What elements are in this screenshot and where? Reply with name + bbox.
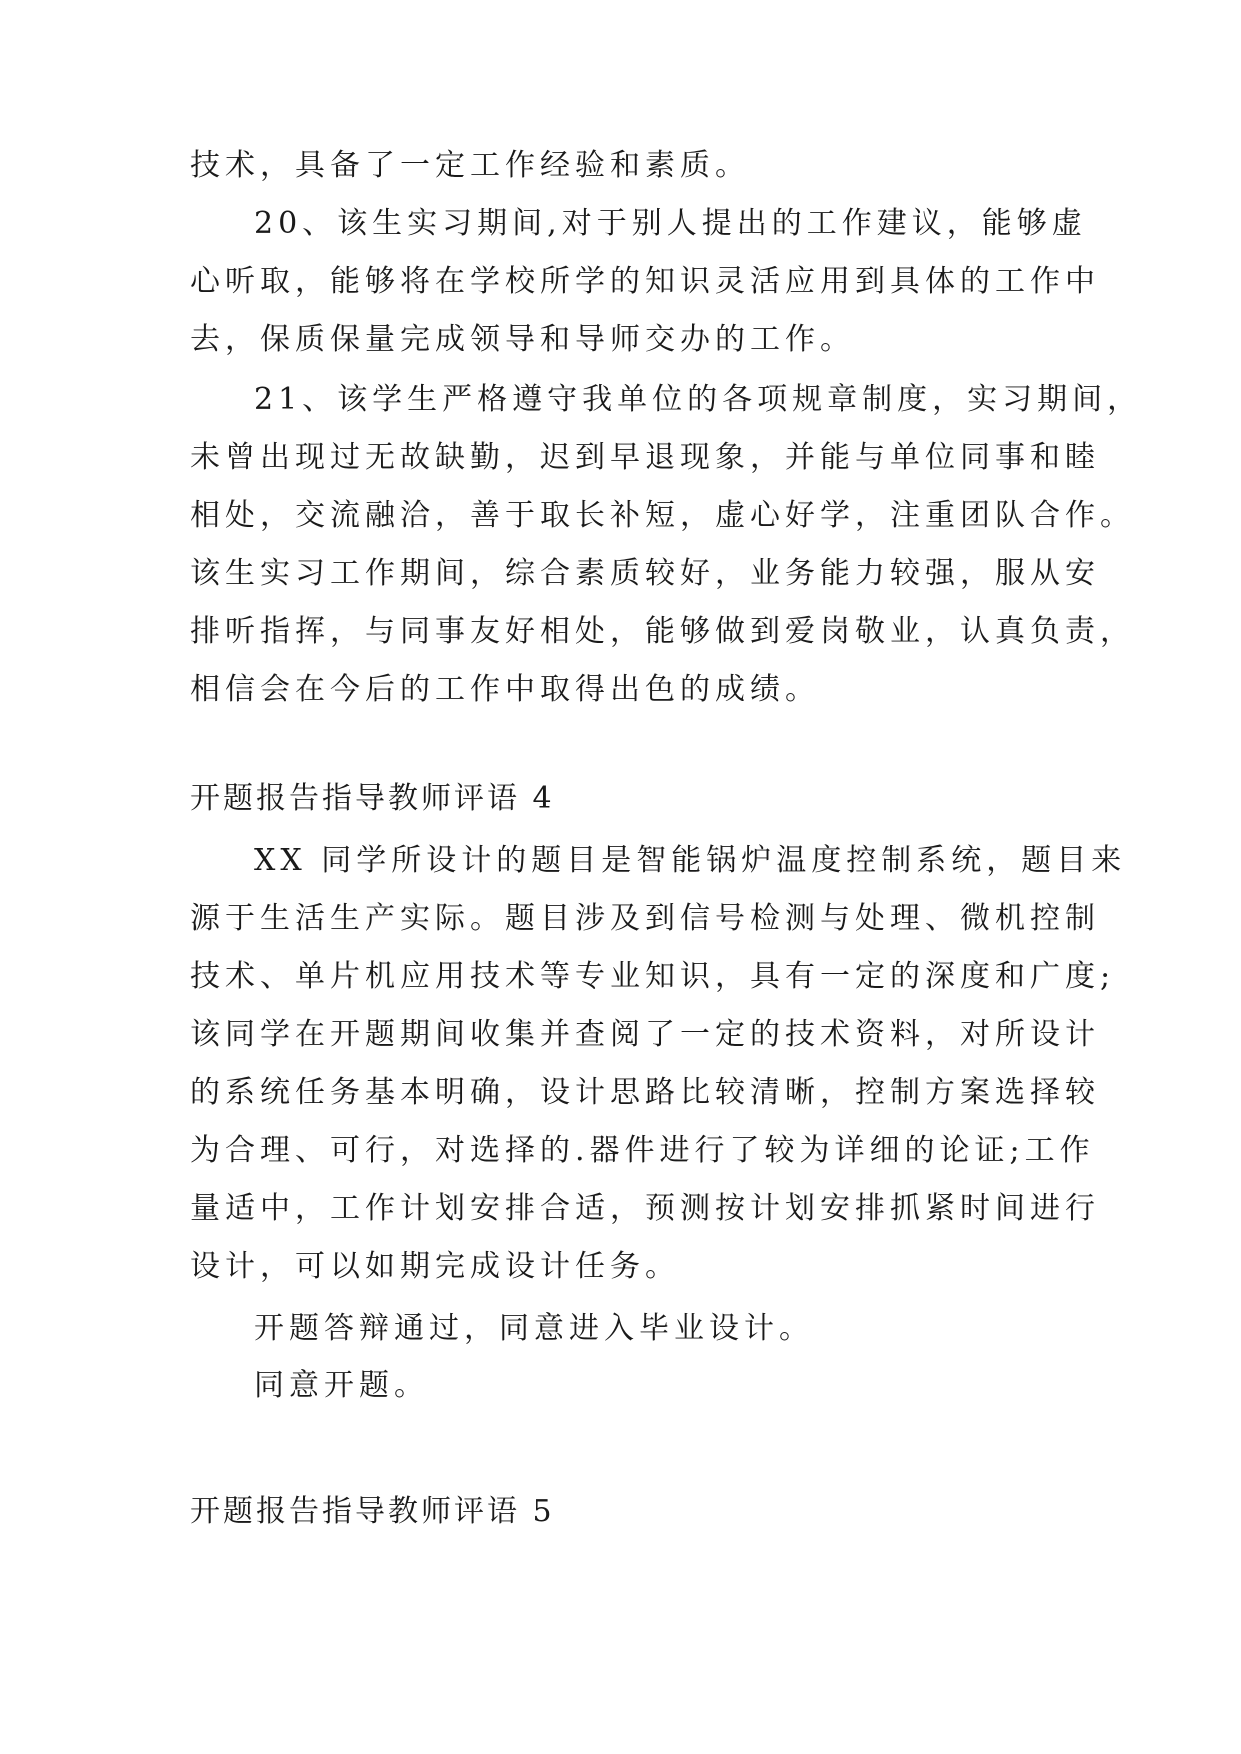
paragraph-item-20 (190, 195, 1100, 369)
text-line: 去，保质保量完成领导和导师交办的工作。 (190, 322, 855, 357)
text-line: 量适中，工作计划安排合适，预测按计划安排抓紧时间进行 (190, 1191, 1100, 1226)
text-line: 开题答辩通过，同意进入毕业设计。 (254, 1311, 814, 1346)
paragraph-item-21 (190, 371, 1143, 719)
continuation-paragraph (190, 137, 1050, 195)
text-line: 相信会在今后的工作中取得出色的成绩。 (190, 672, 820, 707)
text-line: 的系统任务基本明确，设计思路比较清晰，控制方案选择较 (190, 1075, 1100, 1110)
text-line: 该同学在开题期间收集并查阅了一定的技术资料，对所设计 (190, 1017, 1100, 1052)
text-line: 同意开题。 (254, 1368, 429, 1403)
text-line: 相处，交流融洽，善于取长补短，虚心好学，注重团队合作。 (190, 498, 1135, 533)
text-line: 20、该生实习期间,对于别人提出的工作建议，能够虚 (254, 206, 1087, 241)
paragraph-agree (190, 1357, 1050, 1415)
text-line: 设计，可以如期完成设计任务。 (190, 1249, 680, 1284)
text-line: 心听取，能够将在学校所学的知识灵活应用到具体的工作中 (190, 264, 1100, 299)
text-line: 21、该学生严格遵守我单位的各项规章制度，实习期间， (254, 382, 1143, 417)
text-line: 排听指挥，与同事友好相处，能够做到爱岗敬业，认真负责， (190, 614, 1135, 649)
paragraph-evaluation (190, 832, 1127, 1296)
section-heading-5: 开题报告指导教师评语 5 (190, 1494, 555, 1529)
text-line: 源于生活生产实际。题目涉及到信号检测与处理、微机控制 (190, 901, 1100, 936)
text-line: 该生实习工作期间，综合素质较好，业务能力较强，服从安 (190, 556, 1100, 591)
section-heading-4: 开题报告指导教师评语 4 (190, 781, 555, 816)
text-line: XX 同学所设计的题目是智能锅炉温度控制系统，题目来 (254, 843, 1127, 878)
paragraph-defense (190, 1300, 1050, 1358)
text-line: 技术，具备了一定工作经验和素质。 (190, 148, 750, 183)
text-line: 为合理、可行，对选择的.器件进行了较为详细的论证;工作 (190, 1133, 1095, 1168)
text-line: 未曾出现过无故缺勤，迟到早退现象，并能与单位同事和睦 (190, 440, 1100, 475)
text-line: 技术、单片机应用技术等专业知识，具有一定的深度和广度; (190, 959, 1116, 994)
